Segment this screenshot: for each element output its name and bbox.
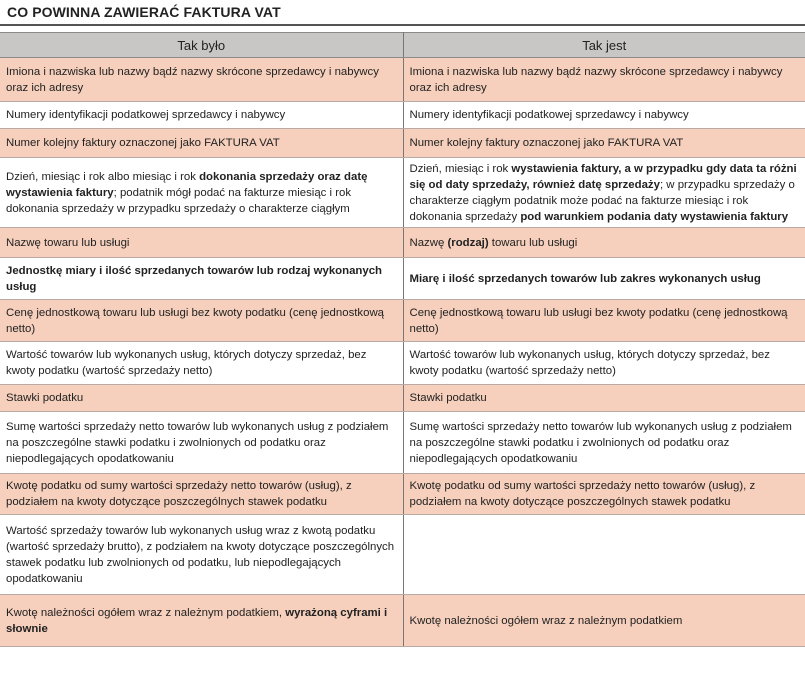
cell-text: Kwotę podatku od sumy wartości sprzedaży netto towarów (usług), z podziałem na kwoty dotyczące poszczególnych stawek podatku: [409, 480, 756, 508]
cell-before: [0, 158, 403, 228]
table-row: [0, 300, 805, 342]
cell-after: [403, 58, 805, 102]
cell-text: Nazwę towaru lub usługi: [6, 236, 130, 249]
cell-text: Stawki podatku: [409, 392, 487, 404]
cell-before: [0, 474, 403, 515]
cell-text-bold: wystawienia faktury, a w przypadku gdy data ta różni się od daty sprzedaży, również datę sprzedaży: [409, 162, 797, 191]
cell-text: Numer kolejny faktury oznaczonej jako FAKTURA VAT: [6, 137, 280, 149]
cell-after: [403, 158, 805, 228]
cell-text: Imiona i nazwiska lub nazwy bądź nazwy skrócone sprzedawcy i nabywcy oraz ich adresy: [409, 65, 783, 94]
cell-text: Nazwę: [409, 236, 448, 249]
column-header-after: Tak jest: [403, 33, 805, 58]
cell-before: [0, 58, 403, 102]
cell-text-bold: pod warunkiem podania daty wystawienia faktury: [520, 210, 789, 223]
cell-after: [403, 515, 805, 595]
cell-before: [0, 342, 403, 385]
cell-text: Kwotę podatku od sumy wartości sprzedaży netto towarów (usług), z podziałem na kwoty dotyczące poszczególnych stawek podatku: [6, 480, 352, 508]
cell-after: [403, 595, 805, 647]
cell-text: Wartość sprzedaży towarów lub wykonanych usług wraz z kwotą podatku (wartość sprzedaży brutto), z podziałem na kwoty dotyczące poszczególnych stawek podatku lub zwolnionych od podatku, lub niepodlegających opodatkowaniu: [6, 524, 395, 585]
cell-after: [403, 228, 805, 258]
comparison-table: [0, 32, 805, 647]
cell-before: [0, 102, 403, 129]
cell-before: [0, 515, 403, 595]
table-row: [0, 595, 805, 647]
cell-after: [403, 258, 805, 300]
cell-after: [403, 412, 805, 474]
cell-text-bold: (rodzaj): [447, 236, 489, 249]
table-body: [0, 58, 805, 647]
cell-text: Cenę jednostkową towaru lub usługi bez kwoty podatku (cenę jednostkową netto): [409, 306, 788, 335]
cell-after: [403, 300, 805, 342]
cell-text: Imiona i nazwiska lub nazwy bądź nazwy skrócone sprzedawcy i nabywcy oraz ich adresy: [6, 65, 379, 94]
table-row: [0, 412, 805, 474]
cell-text: Sumę wartości sprzedaży netto towarów lub wykonanych usług z podziałem na poszczególne stawki podatku i zwolnionych od podatku oraz niepodlegających opodatkowaniu: [6, 420, 389, 465]
table-row: [0, 258, 805, 300]
cell-after: [403, 385, 805, 412]
cell-text-bold: dokonania sprzedaży oraz datę wystawienia faktury: [6, 170, 368, 199]
cell-before: [0, 385, 403, 412]
cell-before: [0, 258, 403, 300]
table-row: [0, 385, 805, 412]
cell-before: [0, 129, 403, 158]
cell-after: [403, 474, 805, 515]
cell-text: ; podatnik mógł podać na fakturze miesiąc i rok dokonania sprzedaży w przypadku sprzedaży o charakterze ciągłym: [6, 186, 352, 215]
cell-text: Kwotę należności ogółem wraz z należnym podatkiem,: [6, 606, 286, 619]
table-header-row: [0, 33, 805, 58]
cell-text: towaru lub usługi: [488, 236, 578, 249]
cell-text: Dzień, miesiąc i rok albo miesiąc i rok: [6, 170, 200, 183]
table-row: [0, 515, 805, 595]
cell-text: Numery identyfikacji podatkowej sprzedawcy i nabywcy: [6, 109, 286, 121]
page-title: CO POWINNA ZAWIERAĆ FAKTURA VAT: [0, 0, 805, 26]
cell-before: [0, 228, 403, 258]
table-row: [0, 102, 805, 129]
cell-text-bold: wyrażoną cyframi i słownie: [6, 606, 388, 635]
cell-before: [0, 595, 403, 647]
cell-text: Wartość towarów lub wykonanych usług, których dotyczy sprzedaż, bez kwoty podatku (wartość sprzedaży netto): [6, 349, 367, 377]
table-row: [0, 158, 805, 228]
cell-text-bold: Miarę i ilość sprzedanych towarów lub zakres wykonanych usług: [409, 272, 761, 285]
cell-text: ; w przypadku sprzedaży o charakterze ciągłym podatnik może podać na fakturze miesiąc i rok dokonania sprzedaży: [409, 178, 795, 223]
cell-text: Cenę jednostkową towaru lub usługi bez kwoty podatku (cenę jednostkową netto): [6, 306, 385, 335]
cell-after: [403, 342, 805, 385]
cell-text: Stawki podatku: [6, 392, 84, 404]
table-row: [0, 58, 805, 102]
table-row: [0, 342, 805, 385]
cell-after: [403, 102, 805, 129]
cell-text: Kwotę należności ogółem wraz z należnym podatkiem: [409, 614, 683, 627]
table-row: [0, 474, 805, 515]
cell-text: Dzień, miesiąc i rok: [409, 162, 512, 175]
table-row: [0, 228, 805, 258]
cell-after: [403, 129, 805, 158]
cell-text: Numer kolejny faktury oznaczonej jako FAKTURA VAT: [409, 137, 684, 149]
cell-text: Numery identyfikacji podatkowej sprzedawcy i nabywcy: [409, 109, 689, 121]
column-header-before: Tak było: [0, 33, 403, 58]
cell-text: Wartość towarów lub wykonanych usług, których dotyczy sprzedaż, bez kwoty podatku (wartość sprzedaży netto): [409, 349, 770, 377]
cell-before: [0, 412, 403, 474]
table-row: [0, 129, 805, 158]
cell-text-bold: Jednostkę miary i ilość sprzedanych towarów lub rodzaj wykonanych usług: [6, 264, 382, 293]
cell-text: Sumę wartości sprzedaży netto towarów lub wykonanych usług z podziałem na poszczególne stawki podatku i zwolnionych od podatku oraz niepodlegających opodatkowaniu: [409, 420, 792, 465]
cell-before: [0, 300, 403, 342]
